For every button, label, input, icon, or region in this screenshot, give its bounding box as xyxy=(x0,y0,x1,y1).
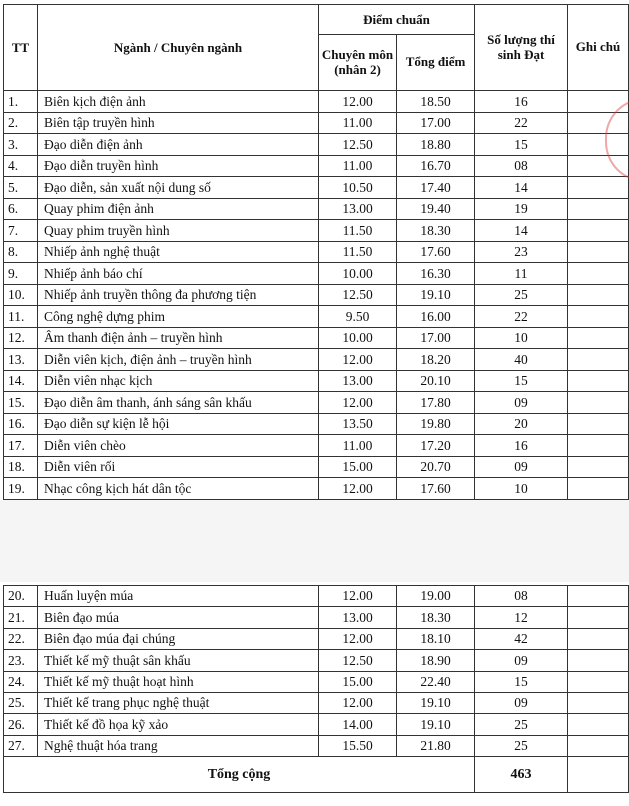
row-passed-count: 08 xyxy=(475,586,568,607)
row-number: 2. xyxy=(4,112,38,134)
row-note xyxy=(568,306,629,328)
row-major-name: Quay phim truyền hình xyxy=(38,220,319,242)
col-header-benchmark: Điểm chuẩn xyxy=(319,5,475,35)
table-body-part2 xyxy=(4,586,629,757)
table-body-part1 xyxy=(4,91,629,500)
row-major-name: Diễn viên rối xyxy=(38,456,319,478)
row-major-name: Biên đạo múa đại chúng xyxy=(38,628,319,649)
table-row xyxy=(4,155,629,177)
row-major-name: Nhạc công kịch hát dân tộc xyxy=(38,478,319,500)
row-note xyxy=(568,349,629,371)
row-specialized-score: 12.00 xyxy=(319,478,397,500)
row-passed-count: 25 xyxy=(475,735,568,756)
row-number: 12. xyxy=(4,327,38,349)
table-row xyxy=(4,349,629,371)
total-value: 463 xyxy=(475,757,568,793)
row-passed-count: 15 xyxy=(475,671,568,692)
row-note xyxy=(568,263,629,285)
row-major-name: Thiết kế đồ họa kỹ xảo xyxy=(38,714,319,735)
row-major-name: Nhiếp ảnh báo chí xyxy=(38,263,319,285)
row-major-name: Huấn luyện múa xyxy=(38,586,319,607)
table-row xyxy=(4,220,629,242)
table-row xyxy=(4,370,629,392)
row-number: 6. xyxy=(4,198,38,220)
row-passed-count: 15 xyxy=(475,134,568,156)
row-passed-count: 09 xyxy=(475,650,568,671)
row-note xyxy=(568,198,629,220)
row-number: 26. xyxy=(4,714,38,735)
row-specialized-score: 10.00 xyxy=(319,263,397,285)
row-total-score: 21.80 xyxy=(397,735,475,756)
row-note xyxy=(568,177,629,199)
row-passed-count: 23 xyxy=(475,241,568,263)
row-major-name: Đạo diễn điện ảnh xyxy=(38,134,319,156)
row-passed-count: 20 xyxy=(475,413,568,435)
table-row xyxy=(4,392,629,414)
row-total-score: 17.60 xyxy=(397,241,475,263)
row-number: 21. xyxy=(4,607,38,628)
table-row xyxy=(4,607,629,628)
row-number: 25. xyxy=(4,692,38,713)
row-number: 3. xyxy=(4,134,38,156)
table-row xyxy=(4,134,629,156)
row-passed-count: 09 xyxy=(475,392,568,414)
col-header-note: Ghi chú xyxy=(568,5,629,91)
row-passed-count: 25 xyxy=(475,714,568,735)
row-total-score: 18.20 xyxy=(397,349,475,371)
total-label: Tổng cộng xyxy=(4,757,475,793)
table-row xyxy=(4,284,629,306)
row-major-name: Diễn viên nhạc kịch xyxy=(38,370,319,392)
row-number: 23. xyxy=(4,650,38,671)
row-passed-count: 10 xyxy=(475,478,568,500)
table-row xyxy=(4,478,629,500)
row-note xyxy=(568,650,629,671)
row-specialized-score: 12.50 xyxy=(319,650,397,671)
row-note xyxy=(568,586,629,607)
col-header-passed: Số lượng thí sinh Đạt xyxy=(475,5,568,91)
row-number: 7. xyxy=(4,220,38,242)
row-number: 14. xyxy=(4,370,38,392)
table-row xyxy=(4,91,629,113)
row-total-score: 18.10 xyxy=(397,628,475,649)
row-number: 20. xyxy=(4,586,38,607)
row-total-score: 20.70 xyxy=(397,456,475,478)
row-note xyxy=(568,478,629,500)
row-specialized-score: 12.00 xyxy=(319,349,397,371)
row-specialized-score: 14.00 xyxy=(319,714,397,735)
row-number: 15. xyxy=(4,392,38,414)
row-major-name: Đạo diễn sự kiện lễ hội xyxy=(38,413,319,435)
row-specialized-score: 11.50 xyxy=(319,241,397,263)
row-specialized-score: 15.50 xyxy=(319,735,397,756)
page-break xyxy=(0,500,629,582)
col-header-major: Ngành / Chuyên ngành xyxy=(38,5,319,91)
row-note xyxy=(568,241,629,263)
row-major-name: Biên tập truyền hình xyxy=(38,112,319,134)
row-note xyxy=(568,607,629,628)
row-number: 11. xyxy=(4,306,38,328)
row-major-name: Nhiếp ảnh nghệ thuật xyxy=(38,241,319,263)
row-note xyxy=(568,671,629,692)
row-specialized-score: 12.50 xyxy=(319,134,397,156)
row-number: 22. xyxy=(4,628,38,649)
table-row xyxy=(4,241,629,263)
row-total-score: 17.40 xyxy=(397,177,475,199)
row-total-score: 17.60 xyxy=(397,478,475,500)
row-major-name: Đạo diễn âm thanh, ánh sáng sân khấu xyxy=(38,392,319,414)
row-passed-count: 08 xyxy=(475,155,568,177)
row-specialized-score: 10.50 xyxy=(319,177,397,199)
row-specialized-score: 13.00 xyxy=(319,607,397,628)
row-major-name: Thiết kế mỹ thuật hoạt hình xyxy=(38,671,319,692)
row-total-score: 18.30 xyxy=(397,607,475,628)
row-specialized-score: 12.50 xyxy=(319,284,397,306)
table-row xyxy=(4,306,629,328)
row-passed-count: 11 xyxy=(475,263,568,285)
table-row xyxy=(4,456,629,478)
row-specialized-score: 11.00 xyxy=(319,155,397,177)
row-total-score: 19.10 xyxy=(397,714,475,735)
row-note xyxy=(568,735,629,756)
row-note xyxy=(568,413,629,435)
table-row xyxy=(4,735,629,756)
row-total-score: 19.80 xyxy=(397,413,475,435)
row-note xyxy=(568,327,629,349)
row-total-score: 18.80 xyxy=(397,134,475,156)
row-specialized-score: 13.00 xyxy=(319,198,397,220)
row-specialized-score: 12.00 xyxy=(319,628,397,649)
row-number: 27. xyxy=(4,735,38,756)
row-major-name: Nghệ thuật hóa trang xyxy=(38,735,319,756)
row-total-score: 19.40 xyxy=(397,198,475,220)
row-total-score: 19.10 xyxy=(397,284,475,306)
row-note xyxy=(568,456,629,478)
row-specialized-score: 13.50 xyxy=(319,413,397,435)
row-total-score: 18.50 xyxy=(397,91,475,113)
row-total-score: 16.00 xyxy=(397,306,475,328)
row-major-name: Nhiếp ảnh truyền thông đa phương tiện xyxy=(38,284,319,306)
row-major-name: Thiết kế trang phục nghệ thuật xyxy=(38,692,319,713)
row-number: 24. xyxy=(4,671,38,692)
table-row xyxy=(4,586,629,607)
row-number: 13. xyxy=(4,349,38,371)
admission-table-part2 xyxy=(3,585,629,793)
row-passed-count: 10 xyxy=(475,327,568,349)
row-major-name: Biên đạo múa xyxy=(38,607,319,628)
row-total-score: 17.20 xyxy=(397,435,475,457)
row-passed-count: 16 xyxy=(475,91,568,113)
table-row xyxy=(4,628,629,649)
row-passed-count: 22 xyxy=(475,112,568,134)
row-total-score: 16.70 xyxy=(397,155,475,177)
row-total-score: 18.30 xyxy=(397,220,475,242)
row-passed-count: 25 xyxy=(475,284,568,306)
row-passed-count: 40 xyxy=(475,349,568,371)
row-passed-count: 19 xyxy=(475,198,568,220)
table-row xyxy=(4,435,629,457)
row-number: 17. xyxy=(4,435,38,457)
table-row xyxy=(4,650,629,671)
row-specialized-score: 12.00 xyxy=(319,392,397,414)
row-passed-count: 15 xyxy=(475,370,568,392)
row-passed-count: 09 xyxy=(475,456,568,478)
table-row xyxy=(4,263,629,285)
table-row xyxy=(4,112,629,134)
col-header-total-score: Tổng điểm xyxy=(397,35,475,91)
row-passed-count: 14 xyxy=(475,177,568,199)
row-specialized-score: 12.00 xyxy=(319,91,397,113)
row-total-score: 20.10 xyxy=(397,370,475,392)
row-total-score: 17.00 xyxy=(397,327,475,349)
row-passed-count: 16 xyxy=(475,435,568,457)
row-specialized-score: 12.00 xyxy=(319,692,397,713)
row-number: 18. xyxy=(4,456,38,478)
table-row xyxy=(4,327,629,349)
row-passed-count: 09 xyxy=(475,692,568,713)
row-specialized-score: 11.00 xyxy=(319,112,397,134)
row-major-name: Âm thanh điện ảnh – truyền hình xyxy=(38,327,319,349)
row-specialized-score: 15.00 xyxy=(319,456,397,478)
row-major-name: Diễn viên chèo xyxy=(38,435,319,457)
row-number: 19. xyxy=(4,478,38,500)
row-specialized-score: 13.00 xyxy=(319,370,397,392)
row-specialized-score: 12.00 xyxy=(319,586,397,607)
row-specialized-score: 11.50 xyxy=(319,220,397,242)
row-total-score: 17.80 xyxy=(397,392,475,414)
col-header-tt: TT xyxy=(4,5,38,91)
row-total-score: 19.00 xyxy=(397,586,475,607)
row-number: 8. xyxy=(4,241,38,263)
row-note xyxy=(568,220,629,242)
row-note xyxy=(568,392,629,414)
row-number: 10. xyxy=(4,284,38,306)
row-note xyxy=(568,435,629,457)
row-total-score: 22.40 xyxy=(397,671,475,692)
row-major-name: Đạo diễn truyền hình xyxy=(38,155,319,177)
table-row xyxy=(4,177,629,199)
row-number: 16. xyxy=(4,413,38,435)
row-major-name: Đạo diễn, sản xuất nội dung số xyxy=(38,177,319,199)
row-major-name: Biên kịch điện ảnh xyxy=(38,91,319,113)
admission-table-part1 xyxy=(3,4,629,500)
row-note xyxy=(568,370,629,392)
row-total-score: 16.30 xyxy=(397,263,475,285)
row-specialized-score: 15.00 xyxy=(319,671,397,692)
row-major-name: Thiết kế mỹ thuật sân khấu xyxy=(38,650,319,671)
table-row xyxy=(4,692,629,713)
row-major-name: Công nghệ dựng phim xyxy=(38,306,319,328)
row-total-score: 18.90 xyxy=(397,650,475,671)
row-number: 9. xyxy=(4,263,38,285)
row-passed-count: 14 xyxy=(475,220,568,242)
row-major-name: Diễn viên kịch, điện ảnh – truyền hình xyxy=(38,349,319,371)
col-header-specialized: Chuyên môn (nhân 2) xyxy=(319,35,397,91)
table-row xyxy=(4,671,629,692)
row-specialized-score: 10.00 xyxy=(319,327,397,349)
table-row xyxy=(4,413,629,435)
row-note xyxy=(568,628,629,649)
table-row xyxy=(4,714,629,735)
total-note xyxy=(568,757,629,793)
row-number: 4. xyxy=(4,155,38,177)
row-note xyxy=(568,692,629,713)
row-passed-count: 12 xyxy=(475,607,568,628)
row-number: 5. xyxy=(4,177,38,199)
row-specialized-score: 9.50 xyxy=(319,306,397,328)
row-total-score: 19.10 xyxy=(397,692,475,713)
row-note xyxy=(568,714,629,735)
table-row xyxy=(4,198,629,220)
row-major-name: Quay phim điện ảnh xyxy=(38,198,319,220)
row-number: 1. xyxy=(4,91,38,113)
row-specialized-score: 11.00 xyxy=(319,435,397,457)
row-note xyxy=(568,284,629,306)
row-total-score: 17.00 xyxy=(397,112,475,134)
row-passed-count: 22 xyxy=(475,306,568,328)
row-passed-count: 42 xyxy=(475,628,568,649)
